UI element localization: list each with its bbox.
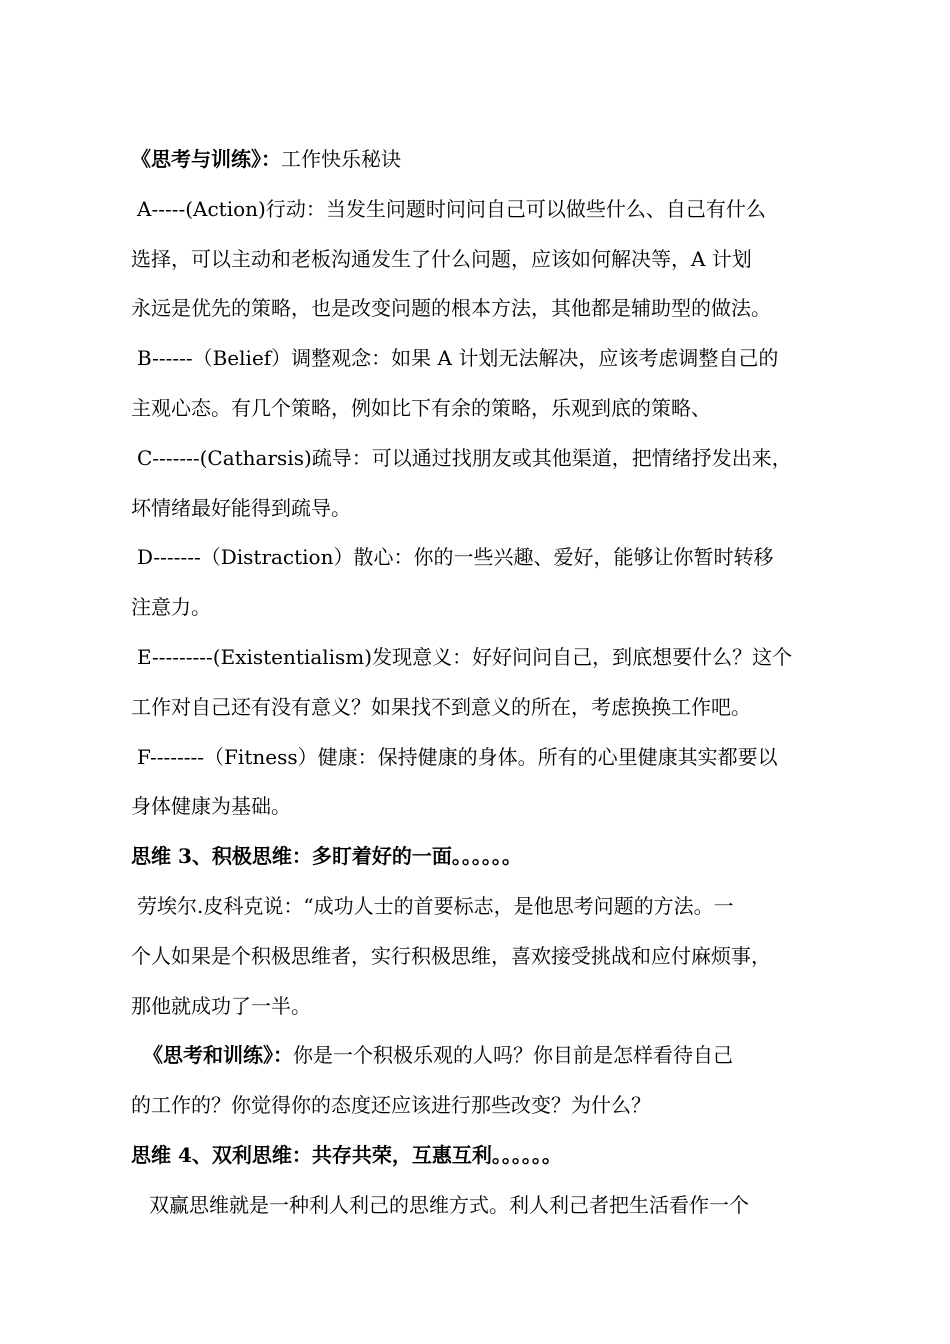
section-heading-thinking-3: 思维 3、积极思维：多盯着好的一面。。。。。。 bbox=[131, 844, 522, 869]
paragraph-line: 坏情绪最好能得到疏导。 bbox=[131, 495, 351, 520]
section-heading-thinking-4: 思维 4、双利思维：共存共荣，互惠互利。。。。。。 bbox=[131, 1142, 562, 1167]
training-title-2: 《思考和训练》： bbox=[143, 1043, 293, 1068]
paragraph-line: D-------（Distraction）散心：你的一些兴趣、爱好，能够让你暂时转移 bbox=[137, 545, 774, 570]
training-title-1: 《思考与训练》： bbox=[131, 147, 281, 171]
paragraph-line: 身体健康为基础。 bbox=[131, 794, 291, 819]
paragraph-line: 永远是优先的策略，也是改变问题的根本方法，其他都是辅助型的做法。 bbox=[131, 296, 771, 321]
paragraph-line: A-----(Action)行动：当发生问题时问问自己可以做些什么、自己有什么 bbox=[137, 196, 766, 221]
training-heading-2 bbox=[131, 1031, 851, 1081]
paragraph-line: 的工作的？你觉得你的态度还应该进行那些改变？为什么？ bbox=[131, 1093, 651, 1118]
training-subtitle-1: 工作快乐秘诀 bbox=[281, 147, 401, 171]
paragraph-line: C-------(Catharsis)疏导：可以通过找朋友或其他渠道，把情绪抒发出来， bbox=[137, 445, 792, 470]
training-question: 你是一个积极乐观的人吗？你目前是怎样看待自己 bbox=[293, 1043, 733, 1068]
paragraph-line: 双赢思维就是一种利人利己的思维方式。利人利己者把生活看作一个 bbox=[149, 1192, 749, 1217]
paragraph-line: F--------（Fitness）健康：保持健康的身体。所有的心里健康其实都要以 bbox=[137, 744, 778, 769]
paragraph-line: 个人如果是个积极思维者，实行积极思维，喜欢接受挑战和应付麻烦事， bbox=[131, 943, 771, 968]
paragraph-line: 主观心态。有几个策略，例如比下有余的策略，乐观到底的策略、 bbox=[131, 395, 711, 420]
paragraph-line: 劳埃尔.皮科克说：“成功人士的首要标志，是他思考问题的方法。一 bbox=[137, 893, 734, 918]
paragraph-line: 那他就成功了一半。 bbox=[131, 993, 311, 1018]
paragraph-line: 选择，可以主动和老板沟通发生了什么问题，应该如何解决等，A 计划 bbox=[131, 246, 752, 271]
paragraph-line: 工作对自己还有没有意义？如果找不到意义的所在，考虑换换工作吧。 bbox=[131, 694, 751, 719]
paragraph-line: 注意力。 bbox=[131, 595, 211, 620]
paragraph-line: E---------(Existentialism)发现意义：好好问问自己，到底想要什么？这个 bbox=[137, 644, 793, 669]
training-heading-1 bbox=[131, 135, 851, 185]
document-body bbox=[131, 135, 851, 1231]
paragraph-line: B------（Belief）调整观念：如果 A 计划无法解决，应该考虑调整自己的 bbox=[137, 346, 779, 371]
